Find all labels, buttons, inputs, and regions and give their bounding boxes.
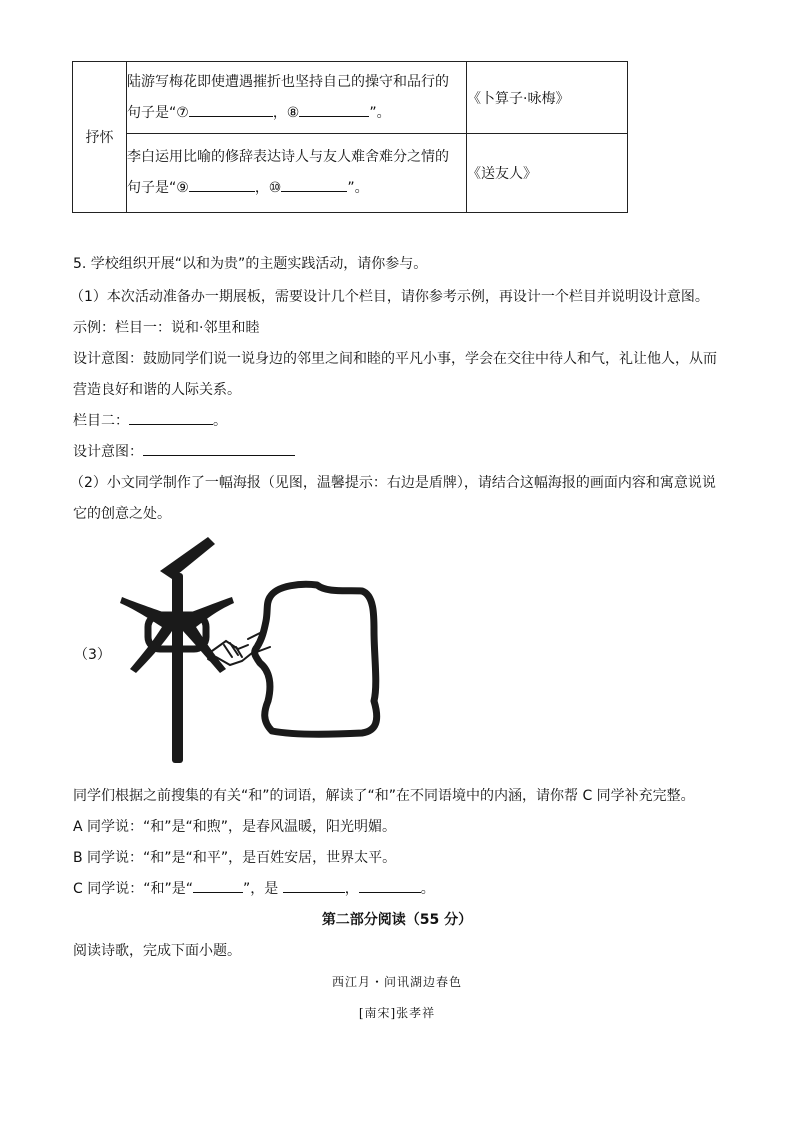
source-cell: 《送友人》 bbox=[467, 134, 628, 213]
table-row bbox=[73, 134, 628, 213]
poetry-table bbox=[72, 61, 628, 213]
blank-mid: ，⑧ bbox=[272, 104, 300, 121]
blank-suffix: ”。 bbox=[369, 104, 391, 121]
part2-title: 第二部分阅读（55 分） bbox=[321, 912, 473, 928]
shield-icon bbox=[255, 584, 377, 734]
intent-line-1: 设计意图：鼓励同学们说一说身边的邻里之间和睦的平凡小事，学会在交往中待人和气，礼让他人，从而 bbox=[73, 351, 717, 367]
student-c-blank-1[interactable] bbox=[193, 878, 243, 893]
q5-part1: （1）本次活动准备办一期展板，需要设计几个栏目，请你参考示例，再设计一个栏目并说明设计意图。 bbox=[70, 289, 709, 305]
q5-part2-line1: （2）小文同学制作了一幅海报（见图，温馨提示：右边是盾牌），请结合这幅海报的画面内容和寓意说说 bbox=[70, 475, 716, 491]
blank-prefix: 句子是“⑦ bbox=[127, 104, 189, 121]
student-c-prefix: C 同学说：“和”是“ bbox=[73, 881, 193, 897]
blank-suffix: ”。 bbox=[347, 180, 369, 196]
answer-blank-10[interactable] bbox=[281, 177, 347, 192]
category-cell: 抒怀 bbox=[73, 62, 127, 213]
intent-line-2: 营造良好和谐的人际关系。 bbox=[73, 382, 241, 398]
blank-prefix: 句子是“⑨ bbox=[127, 180, 189, 196]
student-c-line bbox=[73, 878, 435, 898]
q5-intro: 5. 学校组织开展“以和为贵”的主题实践活动，请你参与。 bbox=[73, 256, 428, 272]
halberd-icon bbox=[120, 537, 234, 763]
answer-blank-8[interactable] bbox=[299, 102, 369, 117]
desc-line: 李白运用比喻的修辞表达诗人与友人难舍难分之情的 bbox=[127, 149, 449, 165]
answer-blank-9[interactable] bbox=[189, 177, 255, 192]
blank-mid: ，⑩ bbox=[254, 180, 282, 196]
part2-instruction: 阅读诗歌，完成下面小题。 bbox=[73, 943, 241, 959]
student-c-blank-3[interactable] bbox=[359, 878, 421, 893]
poem-author: [南宋]张孝祥 bbox=[358, 1006, 436, 1020]
answer-blank-7[interactable] bbox=[189, 102, 273, 117]
desc-cell bbox=[127, 134, 467, 213]
intent-answer-line bbox=[73, 441, 295, 461]
column2-end: 。 bbox=[213, 413, 227, 429]
desc-line bbox=[127, 173, 466, 204]
column2-blank[interactable] bbox=[129, 410, 213, 425]
column2-label: 栏目二： bbox=[73, 413, 129, 429]
column2-line bbox=[73, 410, 227, 430]
example-text: 示例：栏目一：说和·邻里和睦 bbox=[73, 320, 260, 336]
student-c-mid: ”，是 bbox=[242, 881, 279, 897]
student-c-end: 。 bbox=[420, 881, 435, 897]
student-c-comma: ， bbox=[344, 881, 359, 897]
intent-blank[interactable] bbox=[143, 441, 295, 456]
desc-cell bbox=[127, 62, 467, 134]
q5-part3-text: 同学们根据之前搜集的有关“和”的词语，解读了“和”在不同语境中的内涵，请你帮 C 同学补充完整。 bbox=[73, 788, 695, 804]
source-cell: 《卜算子·咏梅》 bbox=[467, 62, 628, 134]
poem-title: 西江月・问讯湖边春色 bbox=[331, 975, 462, 989]
desc-line: 陆游写梅花即使遭遇摧折也坚持自己的操守和品行的 bbox=[127, 73, 449, 90]
student-a-line: A 同学说：“和”是“和煦”，是春风温暖，阳光明媚。 bbox=[73, 819, 397, 835]
he-character-poster bbox=[112, 535, 387, 765]
q5-part3-label: （3） bbox=[74, 647, 111, 663]
table-row bbox=[73, 62, 628, 134]
desc-line bbox=[127, 98, 466, 129]
intent-label: 设计意图： bbox=[73, 444, 143, 460]
student-c-blank-2[interactable] bbox=[283, 878, 345, 893]
student-b-line: B 同学说：“和”是“和平”，是百姓安居，世界太平。 bbox=[73, 850, 397, 866]
q5-part2-line2: 它的创意之处。 bbox=[73, 506, 171, 522]
